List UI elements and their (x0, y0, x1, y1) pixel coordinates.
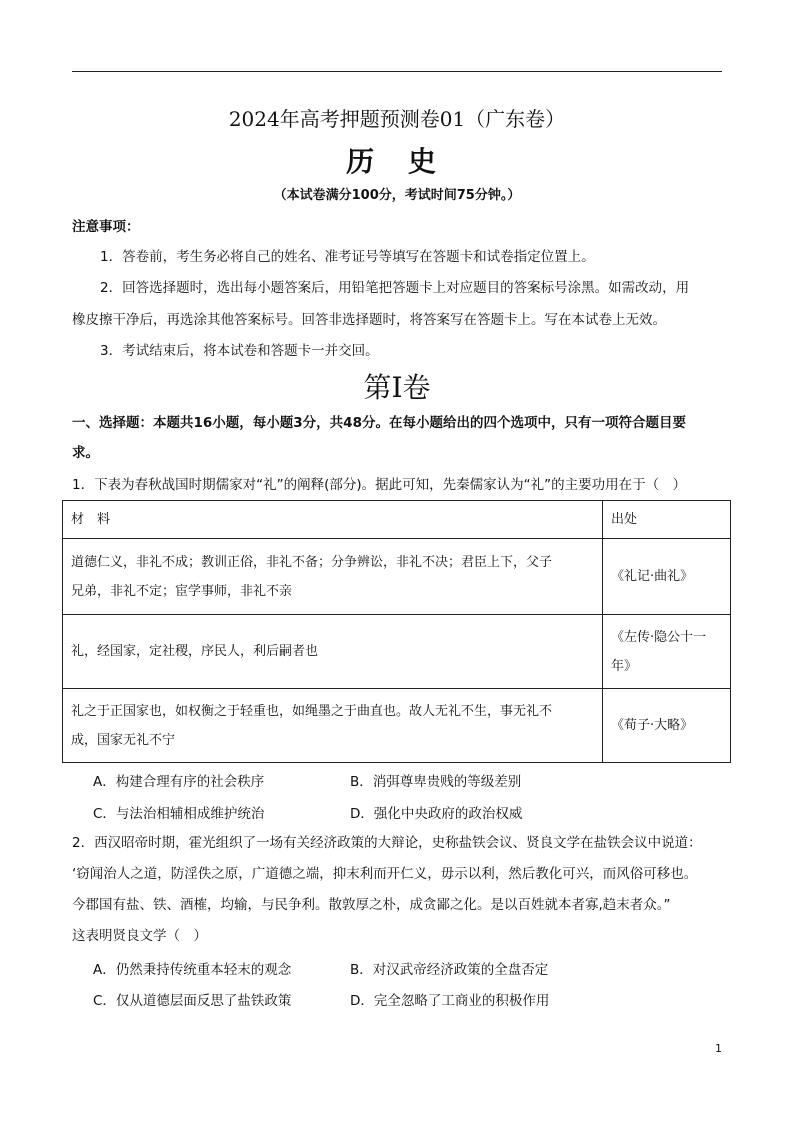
section-intro-line1: 一、选择题：本题共16小题，每小题3分，共48分。在每小题给出的四个选项中，只有一项符合题目要 (72, 415, 686, 431)
q1-option-a: A．构建合理有序的社会秩序 (93, 774, 265, 790)
notice-item-1: 1．答卷前，考生务必将自己的姓名、准考证号等填写在答题卡和试卷指定位置上。 (100, 249, 595, 265)
q1-row2-source-l2: 年》 (611, 658, 638, 674)
q2-option-c: C．仅从道德层面反思了盐铁政策 (93, 993, 292, 1009)
table-row (63, 689, 731, 763)
q1-row3-material-l2: 成，国家无礼不宁 (71, 732, 176, 748)
notice-heading: 注意事项： (72, 219, 140, 235)
q1-row1-source (603, 539, 731, 615)
subject-title: 历 史 (346, 145, 448, 178)
q2-option-a: A．仍然秉持传统重本轻末的观念 (93, 962, 292, 978)
q1-row1-material-l1: 道德仁义，非礼不成；教训正俗，非礼不备；分争辨讼，非礼不决；君臣上下，父子 (71, 554, 553, 570)
section-title: 第I卷 (363, 371, 431, 404)
notice-item-2-line1: 2．回答选择题时，选出每小题答案后，用铅笔把答题卡上对应题目的答案标号涂黑。如需改动，用 (100, 280, 690, 296)
q2-option-b: B．对汉武帝经济政策的全盘否定 (350, 962, 549, 978)
q1-table-header-row (63, 501, 731, 539)
q1-option-b: B．消弭尊卑贵贱的等级差别 (350, 774, 522, 790)
q1-row3-source-l1: 《荀子·大略》 (611, 718, 694, 733)
notice-item-2-line2: 橡皮擦干净后，再选涂其他答案标号。回答非选择题时，将答案写在答题卡上。写在本试卷上无效。 (72, 312, 666, 328)
q2-stem-line2: ‘窃闻治人之道，防淫佚之原，广道德之端，抑末利而开仁义，毋示以利，然后教化可兴，而风俗可移也。 (72, 866, 698, 882)
q1-option-d: D．强化中央政府的政治权威 (350, 806, 523, 822)
q1-row2-material (63, 615, 603, 689)
q2-stem-line4: 这表明贤良文学（ ） (72, 928, 207, 944)
score-note: （本试卷满分100分，考试时间75分钟。） (273, 188, 521, 203)
q1-row1-material-l2: 兄弟，非礼不定；宦学事师，非礼不亲 (71, 583, 293, 599)
q1-row1-source-l1: 《礼记·曲礼》 (611, 569, 694, 584)
table-row (63, 615, 731, 689)
q1-header-source: 出处 (603, 501, 731, 539)
page-number: 1 (715, 1042, 722, 1055)
q1-row2-material-l1: 礼，经国家，定社稷，序民人，利后嗣者也 (71, 644, 319, 659)
header-rule (72, 71, 722, 72)
q1-option-c: C．与法治相辅相成维护统治 (93, 806, 265, 822)
q1-stem: 1．下表为春秋战国时期儒家对“礼”的阐释(部分)。据此可知，先秦儒家认为“礼”的主要功用在于（ ） (72, 477, 687, 493)
exam-title: 2024年高考押题预测卷01（广东卷） (228, 107, 566, 131)
q1-row2-source (603, 615, 731, 689)
q1-table (62, 500, 731, 763)
q1-row2-source-l1: 《左传·隐公十一 (611, 629, 707, 645)
notice-item-3: 3．考试结束后，将本试卷和答题卡一并交回。 (100, 343, 379, 359)
q2-stem-line3: 今郡国有盐、铁、酒榷，均输，与民争利。散敦厚之朴，成贪鄙之化。是以百姓就本者寡,趋末者众。” (72, 897, 671, 913)
q1-row1-material (63, 539, 603, 615)
table-row (63, 539, 731, 615)
section-intro-line2: 求。 (72, 445, 99, 461)
q2-option-d: D．完全忽略了工商业的积极作用 (350, 993, 550, 1009)
q1-row3-source (603, 689, 731, 763)
q1-header-material: 材 料 (63, 501, 603, 539)
q1-row3-material (63, 689, 603, 763)
q1-row3-material-l1: 礼之于正国家也，如权衡之于轻重也，如绳墨之于曲直也。故人无礼不生，事无礼不 (71, 703, 553, 719)
q2-stem-line1: 2．西汉昭帝时期，霍光组织了一场有关经济政策的大辩论，史称盐铁会议、贤良文学在盐铁会议中说道： (72, 835, 702, 851)
